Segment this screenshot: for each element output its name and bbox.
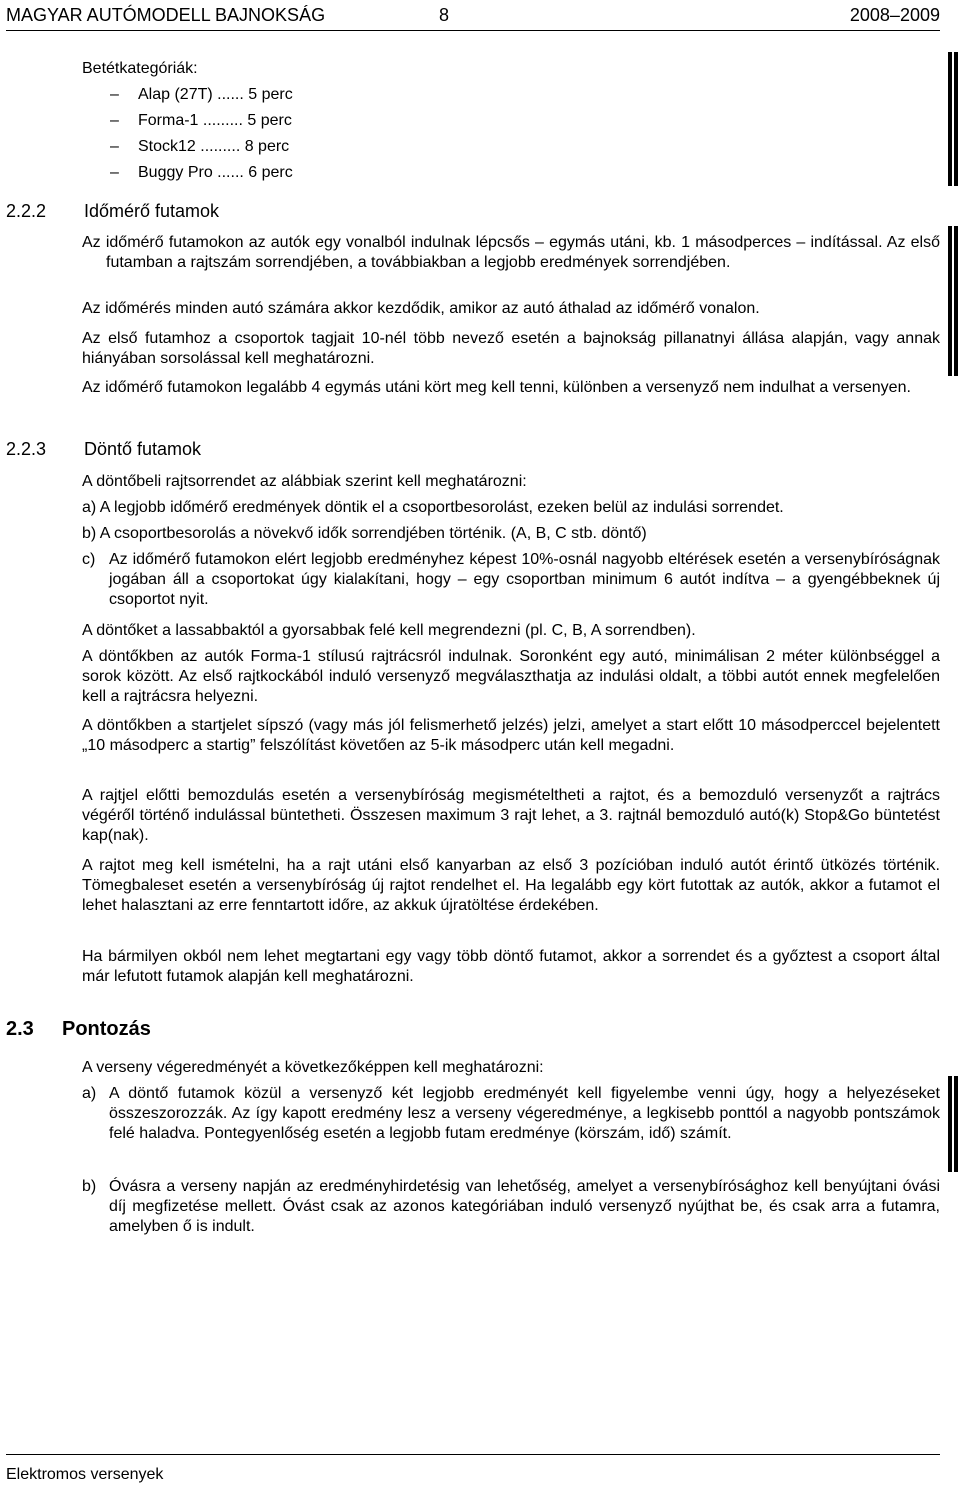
change-bar [954, 226, 958, 376]
paragraph: A döntőbeli rajtsorrendet az alábbiak szerint kell meghatározni: [82, 473, 527, 490]
paragraph: Az időmérő futamokon az autók egy vonalból indulnak lépcsős – egymás utáni, kb. 1 másodperces – indítással. Az első futamban a rajtszám sorrendjében, a továbbiakban a legjobb eredmények sorrendjében. [82, 234, 940, 271]
header-season: 2008–2009 [849, 5, 940, 25]
paragraph: A döntőkben a startjelet sípszó (vagy más jól felismerhető jelzés) jelzi, amelyet a start előtt 10 másodperccel bejelentett „10 másodperc a startig” felszólítást követően az 5-ik másodperc után kell megadni. [82, 717, 940, 754]
change-bar [948, 52, 952, 186]
list-item: c) Az időmérő futamokon elért legjobb eredményhez képest 10%-osnál nagyobb eltérések esetén a versenybíróságnak jogában áll a csoportokat úgy kialakítani, hogy – egy csoportban minimum 6 autót indítva – a gyengébbeknek új csoportot nyit. [82, 551, 940, 608]
betet-title: Betétkategóriák: [82, 60, 198, 77]
change-bar [948, 1076, 952, 1172]
list-item: – Stock12 ......... 8 perc [110, 138, 290, 155]
list-item: b) A csoportbesorolás a növekvő idők sorrendjében történik. (A, B, C stb. döntő) [82, 525, 647, 542]
section-heading-2-2-3: 2.2.3 Döntő futamok [6, 439, 202, 459]
section-heading-2-2-2: 2.2.2 Időmérő futamok [6, 201, 220, 221]
paragraph: A rajtot meg kell ismételni, ha a rajt utáni első kanyarban az első 3 pozícióban induló autót érintő ütközés történik. Tömegbaleset esetén a versenybíróság új rajtot rendelhet el. Ha legalább egy kört futottak az autók, akkor a futamot el lehet halasztani az erre fenntartott időre, az akkuk újratöltése érdekében. [82, 857, 940, 914]
list-item: – Alap (27T) ...... 5 perc [110, 86, 293, 103]
change-bar [948, 226, 952, 376]
list-item: – Buggy Pro ...... 6 perc [110, 164, 293, 181]
section-heading-2-3: 2.3 Pontozás [6, 1018, 151, 1040]
paragraph: A rajtjel előtti bemozdulás esetén a versenybíróság megismételtheti a rajtot, és a bemozduló versenyzőt a rajtrács végéről történő indulással büntetheti. Összesen maximum 3 rajt lehet, a 3. rajtnál bemozduló autó(k) Stop&Go büntetést kap(nak). [82, 787, 940, 844]
page-header [6, 4, 940, 31]
paragraph: A döntőket a lassabbaktól a gyorsabbak felé kell megrendezni (pl. C, B, A sorrendben). [82, 622, 696, 639]
page-number: 8 [439, 5, 450, 25]
paragraph: A döntőkben az autók Forma-1 stílusú rajtrácsról indulnak. Soronként egy autó, minimálisan 2 méter különbséggel a sorok között. Az első rajtkockából induló versenyző megválaszthatja az indulási oldalt, a többi autót ennek megfelelően kell a rajtrácsra helyezni. [82, 648, 940, 705]
change-bar [954, 1076, 958, 1172]
paragraph: Az időmérés minden autó számára akkor kezdődik, amikor az autó áthalad az időmérő vonalon. [82, 300, 760, 317]
change-bar [954, 52, 958, 186]
list-item: b) Óvásra a verseny napján az eredményhirdetésig van lehetőség, amelyet a versenybírósághoz kell benyújtani óvási díj megfizetése mellett. Óvást csak az azonos kategóriában induló versenyző nyújthat be, és csak arra a futamra, amelyben ő is indult. [82, 1178, 940, 1235]
list-item: – Forma-1 ......... 5 perc [110, 112, 292, 129]
paragraph: A verseny végeredményét a következőképpen kell meghatározni: [82, 1059, 544, 1076]
list-item: a) A legjobb időmérő eredmények döntik el a csoportbesorolást, ezeken belül az indulási sorrendet. [82, 499, 784, 516]
paragraph: Ha bármilyen okból nem lehet megtartani egy vagy több döntő futamot, akkor a sorrendet és a győztest a csoport által már lefutott futamok alapján kell meghatározni. [82, 948, 940, 985]
paragraph: Az első futamhoz a csoportok tagjait 10-nél több nevező esetén a bajnokság pillanatnyi állása alapján, vagy annak hiányában sorsolással kell meghatározni. [82, 330, 940, 367]
page-footer: Elektromos versenyek [6, 1454, 940, 1485]
list-item: a) A döntő futamok közül a versenyző két legjobb eredményét kell figyelembe venni úgy, hogy a helyezéseket összeszorozzák. Az így kapott eredmény lesz a verseny végeredménye, a legkisebb ponttól a nagyobb pontszámok felé haladva. Pontegyenlőség esetén a legjobb futam eredménye (körszám, idő) számít. [82, 1085, 940, 1142]
paragraph: Az időmérő futamokon legalább 4 egymás utáni kört meg kell tenni, különben a versenyző nem indulhat a versenyen. [82, 379, 911, 396]
header-title: MAGYAR AUTÓMODELL BAJNOKSÁG [6, 5, 326, 25]
